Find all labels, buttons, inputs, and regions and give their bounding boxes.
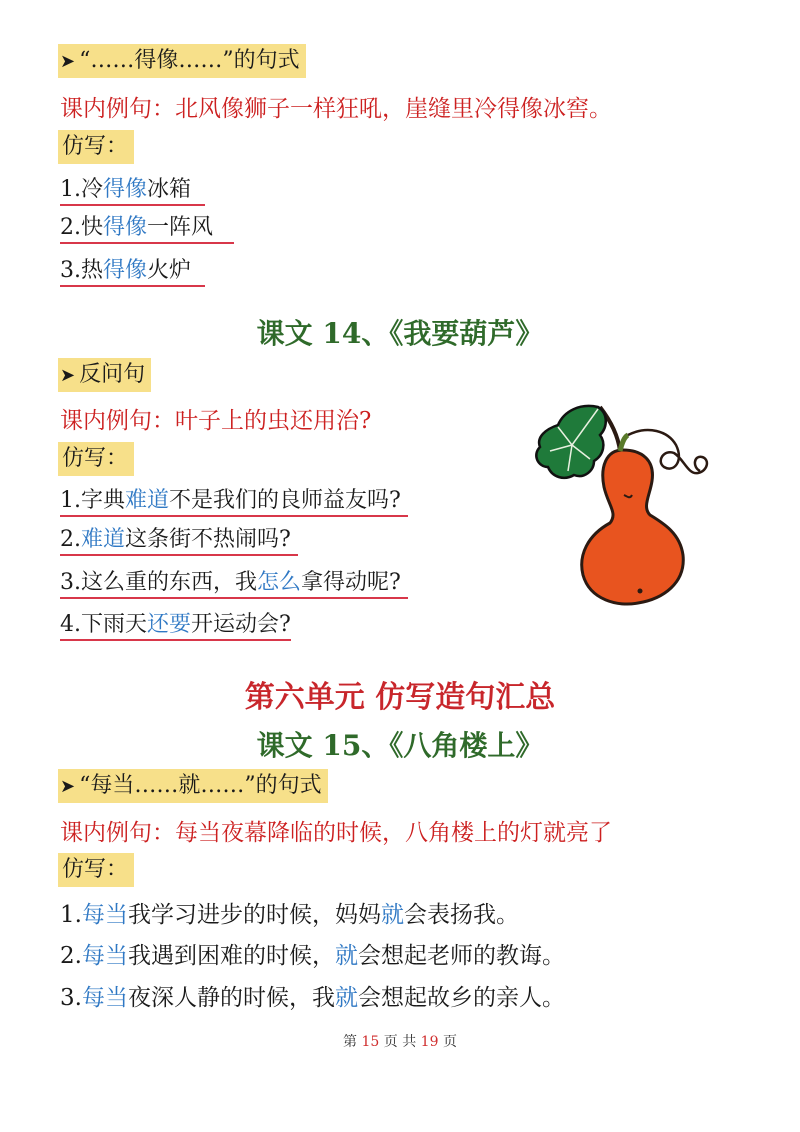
practice-item	[60, 172, 205, 203]
underlined-sentence: 4.下雨天还要开运动会?	[60, 612, 291, 641]
keyword: 每当	[81, 985, 128, 1011]
keyword: 还要	[147, 612, 192, 637]
keyword: 得像	[103, 215, 148, 240]
underlined-sentence: 2.快得像一阵风	[60, 215, 234, 244]
pattern-text: “……得像……”的句式	[79, 48, 300, 73]
pattern-heading-1	[58, 44, 306, 78]
underlined-sentence: 1.字典难道不是我们的良师益友吗?	[60, 488, 408, 517]
practice-label-1: 仿写：	[58, 130, 134, 164]
practice-label-3: 仿写：	[58, 853, 134, 887]
practice-item	[60, 565, 408, 596]
keyword: 就	[334, 943, 358, 969]
practice-item	[60, 483, 408, 514]
practice-item	[60, 522, 298, 553]
keyword: 难道	[81, 527, 126, 552]
practice-item: 3.每当夜深人静的时候，我就会想起故乡的亲人。	[60, 985, 565, 1011]
total-pages: 19	[420, 1034, 439, 1050]
lesson-title-15: 课文 15、《八角楼上》	[256, 729, 544, 762]
practice-item	[60, 210, 234, 241]
example-sentence-3: 课内例句：每当夜幕降临的时候，八角楼上的灯就亮了	[60, 820, 612, 846]
example-sentence-2: 课内例句：叶子上的虫还用治?	[60, 408, 372, 434]
page-number: 15	[361, 1034, 380, 1050]
practice-item: 1.每当我学习进步的时候，妈妈就会表扬我。	[60, 902, 519, 928]
lesson-title-14: 课文 14、《我要葫芦》	[256, 317, 544, 350]
pattern-heading-3	[58, 769, 328, 803]
underlined-sentence: 2.难道这条街不热闹吗?	[60, 527, 298, 556]
pattern-text: 反问句	[79, 362, 146, 387]
underlined-sentence: 1.冷得像冰箱	[60, 177, 205, 206]
practice-item	[60, 253, 205, 284]
unit-title: 第六单元 仿写造句汇总	[244, 680, 556, 715]
gourd-illustration	[528, 395, 728, 610]
practice-label-2: 仿写：	[58, 442, 134, 476]
keyword: 得像	[103, 258, 148, 283]
underlined-sentence: 3.这么重的东西，我怎么拿得动呢?	[60, 570, 408, 599]
keyword: 每当	[81, 943, 128, 969]
pattern-heading-2	[58, 358, 151, 392]
arrow-icon: ➤	[60, 776, 76, 797]
pattern-text: “每当……就……”的句式	[79, 773, 322, 798]
keyword: 得像	[103, 177, 148, 202]
underlined-sentence: 3.热得像火炉	[60, 258, 205, 287]
arrow-icon: ➤	[60, 365, 76, 386]
keyword: 就	[380, 902, 404, 928]
keyword: 怎么	[257, 570, 302, 595]
practice-item	[60, 607, 291, 638]
keyword: 难道	[125, 488, 170, 513]
keyword: 每当	[81, 902, 128, 928]
arrow-icon: ➤	[60, 51, 76, 72]
page-footer: 第 15 页 共 19 页	[343, 1034, 457, 1050]
practice-item: 2.每当我遇到困难的时候，就会想起老师的教诲。	[60, 943, 565, 969]
example-sentence-1: 课内例句：北风像狮子一样狂吼，崖缝里冷得像冰窖。	[60, 96, 612, 122]
keyword: 就	[334, 985, 358, 1011]
